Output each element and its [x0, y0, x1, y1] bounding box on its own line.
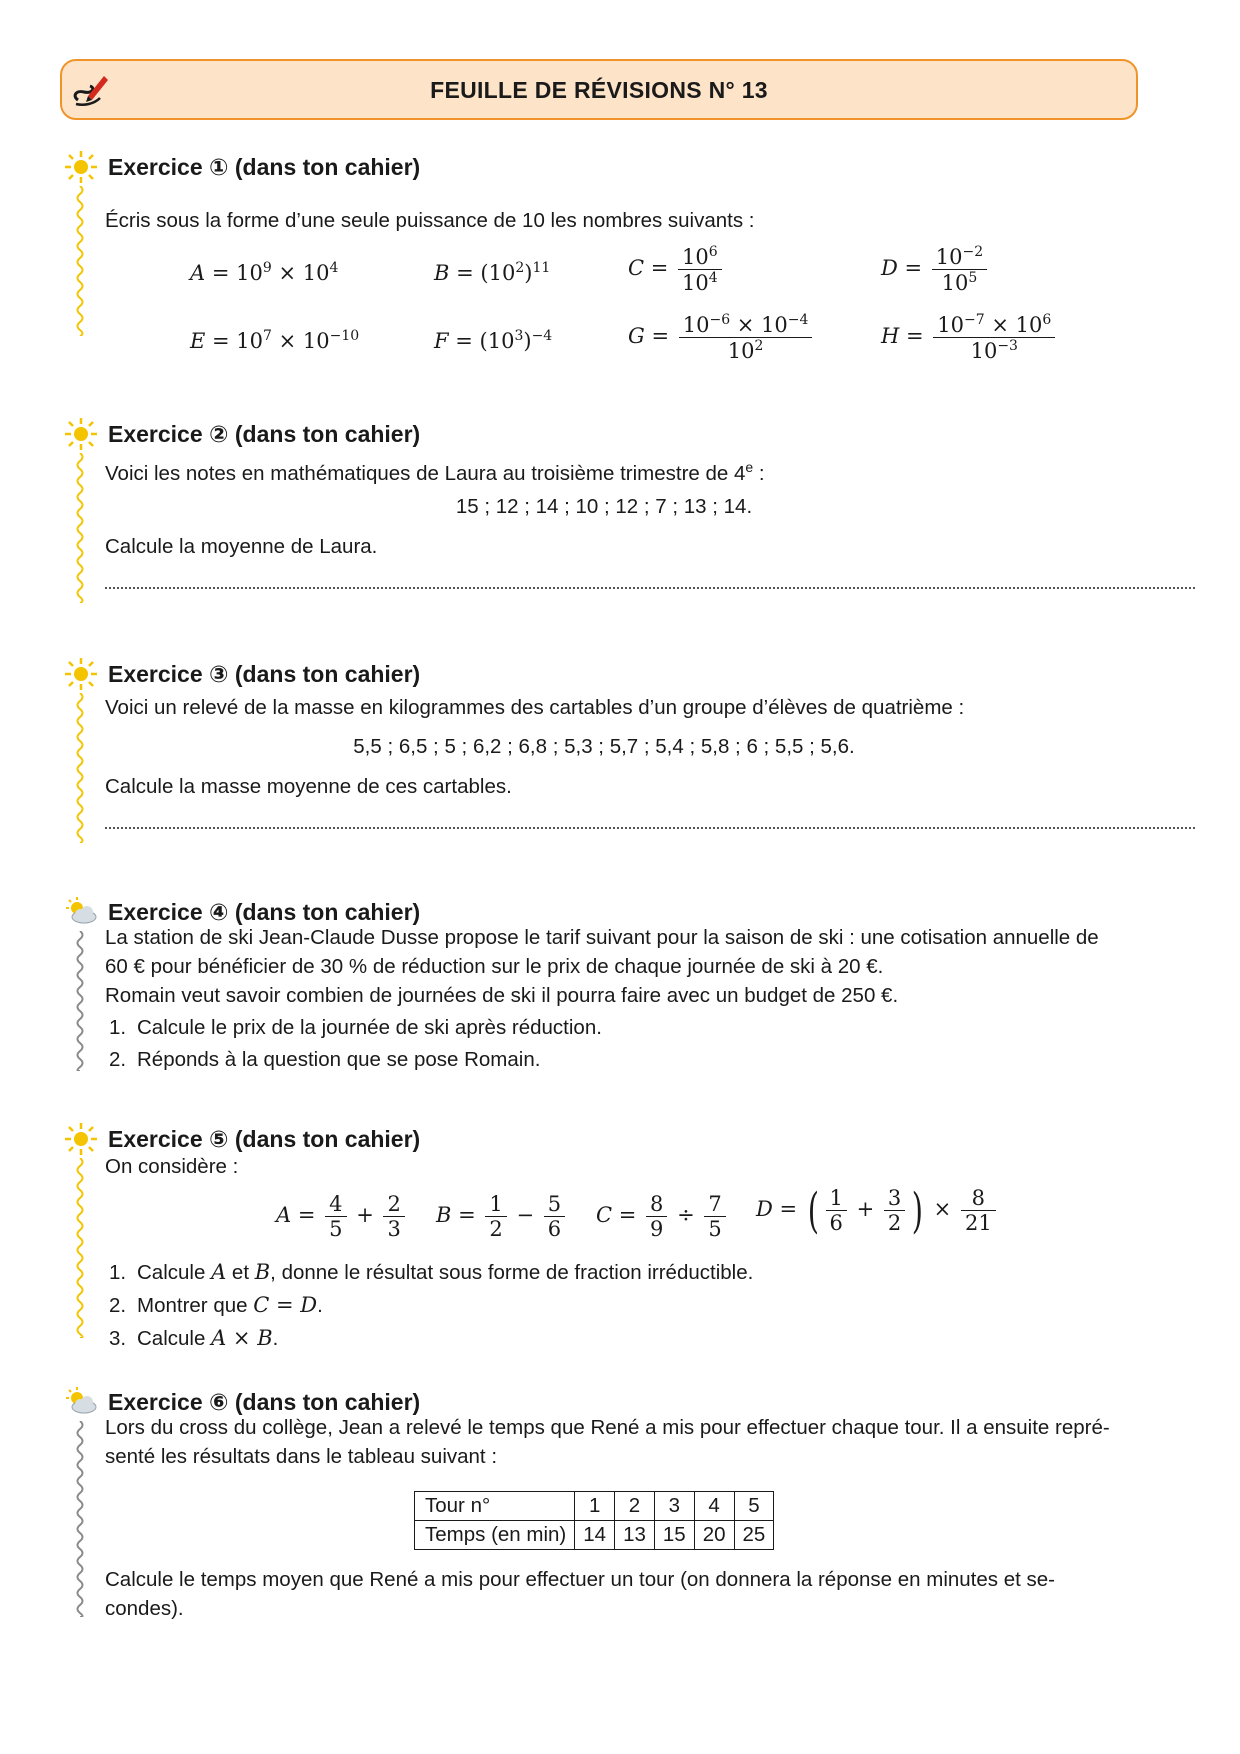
expression-g: G = $\frac{10^{-6} \times 10^{-4}}{10^2}$: [628, 312, 815, 363]
table-header-cell: Temps (en min): [415, 1521, 575, 1550]
masses-list: 5,5 ; 6,5 ; 5 ; 6,2 ; 6,8 ; 5,3 ; 5,7 ; 5,4 ; 5,8 ; 6 ; 5,5 ; 5,6.: [353, 735, 855, 758]
exercise-3: [64, 657, 1144, 847]
table-cell: 14: [575, 1521, 615, 1550]
table-cell: 2: [615, 1492, 655, 1521]
expression-e: $E = 10^7 \times 10^{-10}$: [190, 328, 360, 353]
list-item: 2. Montrer que C = D.: [109, 1293, 323, 1317]
exercise-title: Exercice ② (dans ton cahier): [108, 421, 421, 447]
list-item: 1. Calcule le prix de la journée de ski après réduction.: [109, 1016, 602, 1039]
fraction-expression-a: A = $\frac{4}{5}$ + $\frac{2}{3}$: [276, 1192, 408, 1241]
exercise-instruction: Écris sous la forme d’une seule puissance de 10 les nombres suivants :: [105, 209, 755, 232]
sun-icon: [64, 657, 98, 691]
exercise-text: [105, 923, 1099, 1010]
wavy-margin-line: [74, 453, 86, 603]
sun-icon: [64, 417, 98, 451]
table-row: [415, 1492, 774, 1521]
text-line: Calcule le temps moyen que René a mis pour effectuer un tour (on donnera la réponse en minutes et se-: [105, 1568, 1055, 1591]
table-cell: 4: [694, 1492, 734, 1521]
list-item: 3. Calcule A × B.: [109, 1326, 279, 1350]
table-cell: 3: [654, 1492, 694, 1521]
table-header-cell: Tour n°: [415, 1492, 575, 1521]
expression-h: H = $\frac{10^{-7} \times 10^6}{10^{-3}}$: [881, 312, 1058, 363]
page-title: FEUILLE DE RÉVISIONS N° 13: [430, 77, 768, 103]
text-line: Lors du cross du collège, Jean a relevé le temps que René a mis pour effectuer chaque tour. Il a ensuite repré-: [105, 1416, 1110, 1439]
answer-line[interactable]: [105, 587, 1195, 589]
exercise-text: [105, 1413, 1110, 1471]
list-item: 2. Réponds à la question que se pose Romain.: [109, 1048, 541, 1071]
wavy-margin-line: [74, 1421, 86, 1617]
exercise-title: Exercice ① (dans ton cahier): [108, 154, 421, 180]
exercise-4: [64, 895, 1144, 1075]
grades-list: 15 ; 12 ; 14 ; 10 ; 12 ; 7 ; 13 ; 14.: [455, 495, 753, 518]
exercise-title: Exercice ⑥ (dans ton cahier): [108, 1389, 421, 1415]
expression-b: $B = (10^2)^{11}$: [434, 260, 551, 285]
text-line: senté les résultats dans le tableau suivant :: [105, 1445, 498, 1468]
table-cell: 25: [734, 1521, 774, 1550]
exercise-intro: Voici un relevé de la masse en kilogrammes des cartables d’un groupe d’élèves de quatrième :: [105, 696, 965, 719]
expression-f: $F = (10^3)^{-4}$: [434, 328, 553, 353]
cloud-sun-icon: [64, 895, 98, 929]
fraction-expression-d: D = ( $\frac{1}{6}$ + $\frac{3}{2}$ ) × $\frac{8}{21}$: [756, 1186, 999, 1235]
question-list: [109, 1012, 602, 1076]
exercise-title: Exercice ⑤ (dans ton cahier): [108, 1126, 421, 1152]
fraction-expression-c: C = $\frac{8}{9}$ ÷ $\frac{7}{5}$: [596, 1192, 729, 1241]
table-cell: 13: [615, 1521, 655, 1550]
text-line: 60 € pour bénéficier de 30 % de réduction sur le prix de chaque journée de ski à 20 €.: [105, 955, 884, 978]
exercise-intro: On considère :: [105, 1155, 239, 1178]
lap-times-table: [414, 1491, 774, 1550]
table-cell: 5: [734, 1492, 774, 1521]
table-cell: 20: [694, 1521, 734, 1550]
text-line: La station de ski Jean-Claude Dusse propose le tarif suivant pour la saison de ski : une cotisation annuelle de: [105, 926, 1099, 949]
text-line: condes).: [105, 1597, 184, 1620]
page-header: [60, 59, 1138, 120]
wavy-margin-line: [74, 186, 86, 336]
wavy-margin-line: [74, 693, 86, 843]
answer-line[interactable]: [105, 827, 1195, 829]
expression-a: $A = 10^9 \times 10^4$: [190, 260, 339, 285]
fraction-expression-b: B = $\frac{1}{2}$ − $\frac{5}{6}$: [436, 1192, 568, 1241]
wavy-margin-line: [74, 931, 86, 1071]
expression-c: C = $\frac{10^6}{10^4}$: [628, 244, 725, 295]
wavy-margin-line: [74, 1158, 86, 1338]
list-item: 1. Calcule A et B, donne le résultat sous forme de fraction irréductible.: [109, 1260, 754, 1284]
exercise-1: [64, 150, 1144, 363]
sun-icon: [64, 150, 98, 184]
table-row: [415, 1521, 774, 1550]
table-cell: 1: [575, 1492, 615, 1521]
sun-icon: [64, 1122, 98, 1156]
exercise-title: Exercice ③ (dans ton cahier): [108, 661, 421, 687]
question-list: [109, 1256, 753, 1355]
exercise-intro: Voici les notes en mathématiques de Laura au troisième trimestre de 4e :: [105, 459, 765, 485]
exercise-question: [105, 1565, 1195, 1623]
exercise-5: [64, 1122, 1144, 1352]
table-cell: 15: [654, 1521, 694, 1550]
cloud-sun-icon: [64, 1385, 98, 1419]
exercise-2: [64, 417, 1144, 607]
exercise-question: Calcule la masse moyenne de ces cartables.: [105, 775, 512, 798]
exercise-title: Exercice ④ (dans ton cahier): [108, 899, 421, 925]
exercise-question: Calcule la moyenne de Laura.: [105, 535, 378, 558]
text-line: Romain veut savoir combien de journées de ski il pourra faire avec un budget de 250 €.: [105, 984, 899, 1007]
expression-d: D = $\frac{10^{-2}}{10^5}$: [881, 244, 990, 295]
exercise-6: [64, 1385, 1144, 1625]
